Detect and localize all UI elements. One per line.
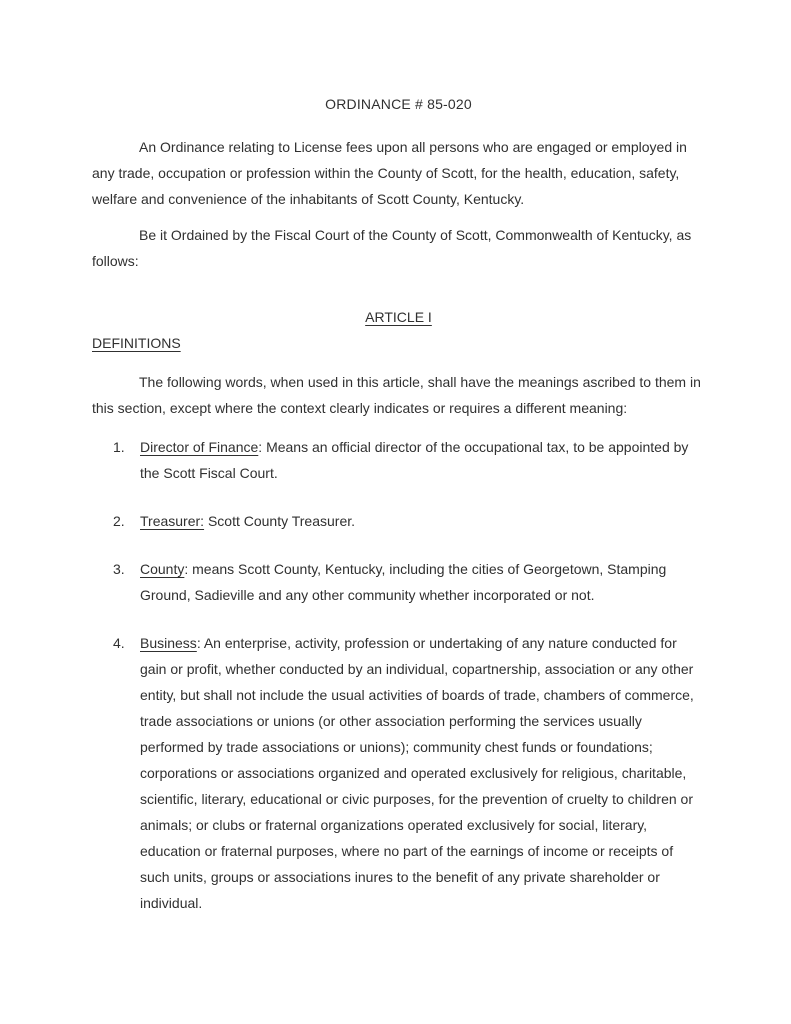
definition-term: Treasurer: (140, 513, 205, 529)
document-title: ORDINANCE # 85-020 (325, 96, 472, 112)
definition-separator: : (258, 439, 267, 455)
definition-item-treasurer (92, 508, 705, 534)
definition-item-county (92, 556, 705, 608)
definitions-intro: The following words, when used in this article, shall have the meanings ascribed to them in this section, except where the context clearly indicates or requires a different meaning: (92, 374, 701, 416)
section-heading-text: DEFINITIONS (92, 335, 181, 351)
definition-separator: : (184, 561, 193, 577)
definition-text: An enterprise, activity, profession or undertaking of any nature conducted for gain or profit, whether conducted by an individual, copartnership, association or any other entity, but shall not include the usual activities of boards of trade, chambers of commerce, trade associations or unions (or other association performing the services usually performed by trade associations or unions); community chest funds or foundations; corporations or associations organized and operated exclusively for religious, charitable, scientific, literary, educational or civic purposes, for the prevention of cruelty to children or animals; or clubs or fraternal organizations operated exclusively for social, literary, education or fraternal purposes, where no part of the earnings of income or receipts of such units, groups or associations inures to the benefit of any private shareholder or individual. (140, 635, 694, 911)
definition-term: County (140, 561, 185, 577)
definition-term: Director of Finance (140, 439, 259, 455)
definition-item-director-of-finance (92, 434, 705, 486)
definition-separator: : (196, 635, 204, 651)
definition-item-business (92, 630, 705, 916)
definition-text: Scott County Treasurer. (207, 513, 356, 529)
article-heading (92, 304, 705, 330)
opening-paragraph: An Ordinance relating to License fees upon all persons who are engaged or employed in any trade, occupation or profession within the County of Scott, for the health, education, safety, welfare and convenience of the inhabitants of Scott County, Kentucky. (92, 139, 687, 207)
definition-text: means Scott County, Kentucky, including the cities of Georgetown, Stamping Ground, Sadieville and any other community whether incorporated or not. (140, 561, 667, 603)
definition-number: 2. (113, 513, 125, 529)
definition-text: Means an official director of the occupational tax, to be appointed by the Scott Fiscal Court. (140, 439, 689, 481)
definition-number: 3. (113, 561, 125, 577)
definition-number: 4. (113, 635, 125, 651)
section-heading (92, 330, 705, 356)
enactment-paragraph: Be it Ordained by the Fiscal Court of the County of Scott, Commonwealth of Kentucky, as follows: (92, 227, 692, 269)
definition-number: 1. (113, 439, 125, 455)
article-heading-text: ARTICLE I (365, 309, 432, 325)
document-content (92, 91, 705, 938)
definition-term: Business (140, 635, 197, 651)
definitions-list (92, 434, 705, 916)
